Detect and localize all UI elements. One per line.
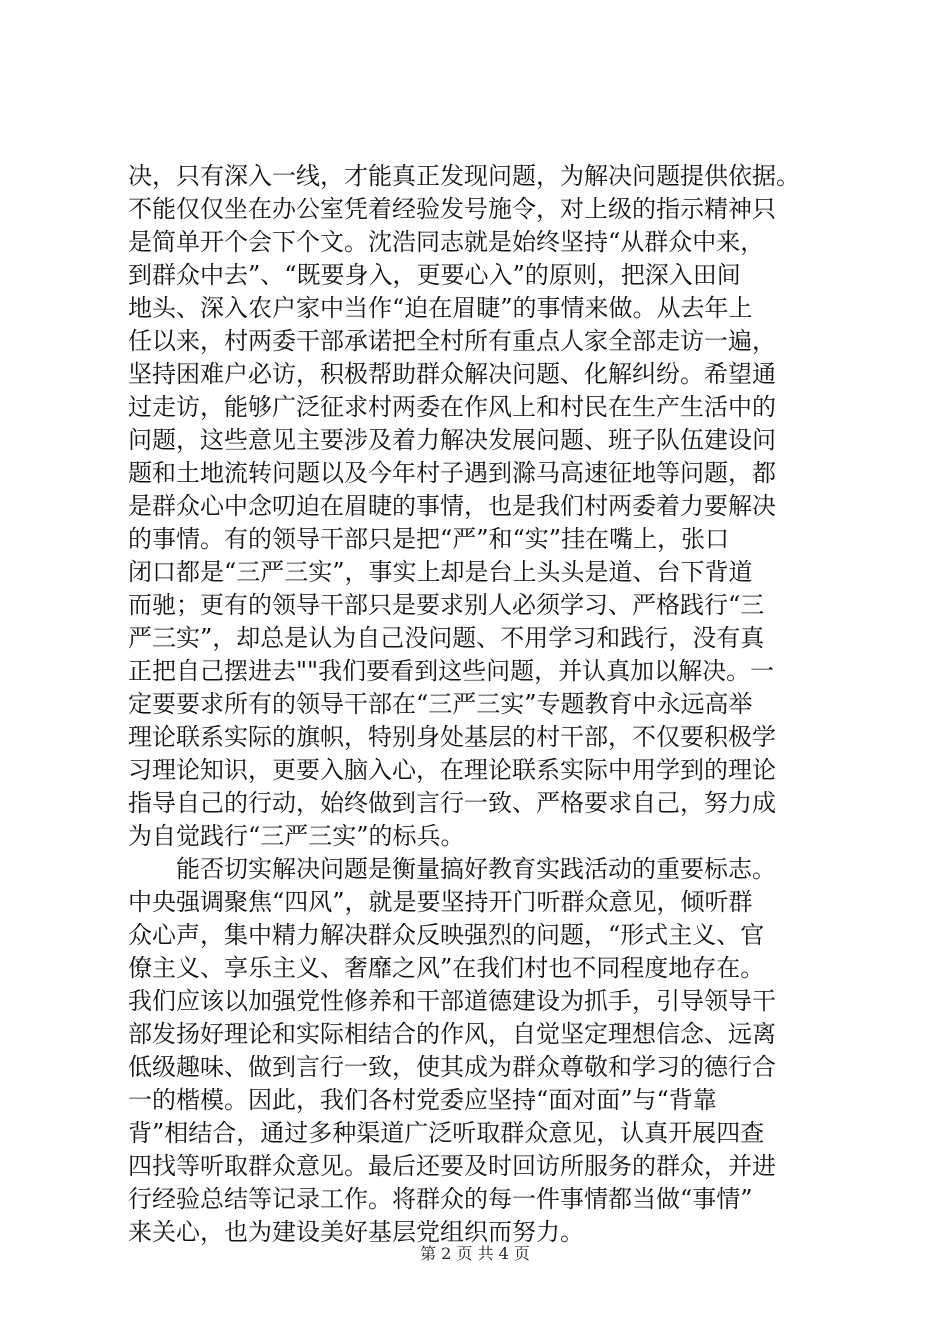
text-line: 习理论知识，更要入脑入心，在理论联系实际中用学到的理论 [128,756,776,784]
text-line: 四找等听取群众意见。最后还要及时回访所服务的群众，并进 [128,1152,776,1180]
text-line: 决，只有深入一线，才能真正发现问题，为解决问题提供依据。 [128,162,800,190]
text-line: 而驰；更有的领导干部只是要求别人必须学习、严格践行“三 [128,591,765,619]
text-line: 我们应该以加强党性修养和干部道德建设为抓手，引导领导干 [128,987,776,1015]
text-line: 闭口都是“三严三实”，事实上却是台上头头是道、台下背道 [128,558,753,586]
text-line: 问题，这些意见主要涉及着力解决发展问题、班子队伍建设问 [128,426,776,454]
document-body [128,160,828,1249]
text-line: 为自觉践行“三严三实”的标兵。 [128,822,465,850]
text-line: 是简单开个会下个文。沈浩同志就是始终坚持“从群众中来， [128,228,765,256]
text-line: 部发扬好理论和实际相结合的作风，自觉坚定理想信念、远离 [128,1020,776,1048]
text-line: 定要要求所有的领导干部在“三严三实”专题教育中永远高举 [128,690,753,718]
text-line: 正把自己摆进去""我们要看到这些问题，并认真加以解决。一 [128,657,775,685]
text-line: 不能仅仅坐在办公室凭着经验发号施令，对上级的指示精神只 [128,195,776,223]
page-number-label: 第 2 页 共 4 页 [420,1244,530,1263]
text-line: 理论联系实际的旗帜，特别身处基层的村干部，不仅要积极学 [128,723,776,751]
paragraph-start-line: 能否切实解决问题是衡量搞好教育实践活动的重要标志。 [128,855,776,883]
text-line: 中央强调聚焦“四风”，就是要坚持开门听群众意见，倾听群 [128,888,753,916]
page-footer [0,1244,950,1264]
text-line: 任以来，村两委干部承诺把全村所有重点人家全部走访一遍， [128,327,776,355]
text-line: 过走访，能够广泛征求村两委在作风上和村民在生产生活中的 [128,393,776,421]
text-line: 是群众心中念叨迫在眉睫的事情，也是我们村两委着力要解决 [128,492,776,520]
text-line: 众心声，集中精力解决群众反映强烈的问题，“形式主义、官 [128,921,765,949]
text-line: 坚持困难户必访，积极帮助群众解决问题、化解纠纷。希望通 [128,360,776,388]
text-line: 一的楷模。因此，我们各村党委应坚持“面对面”与“背靠 [128,1086,717,1114]
text-line: 题和土地流转问题以及今年村子遇到滁马高速征地等问题，都 [128,459,776,487]
text-line: 到群众中去”、“既要身入，更要心入”的原则，把深入田间 [128,261,741,289]
text-line: 行经验总结等记录工作。将群众的每一件事情都当做“事情” [128,1185,753,1213]
text-line: 指导自己的行动，始终做到言行一致、严格要求自己，努力成 [128,789,776,817]
text-line: 的事情。有的领导干部只是把“严”和“实”挂在嘴上，张口 [128,525,730,553]
text-line: 背”相结合，通过多种渠道广泛听取群众意见，认真开展四查 [128,1119,765,1147]
text-line: 地头、深入农户家中当作“迫在眉睫”的事情来做。从去年上 [128,294,753,322]
text-line: 严三实”，却总是认为自己没问题、不用学习和践行，没有真 [128,624,765,652]
text-line: 来关心，也为建设美好基层党组织而努力。 [128,1218,584,1246]
text-line: 低级趣味、做到言行一致，使其成为群众尊敬和学习的德行合 [128,1053,776,1081]
text-line: 僚主义、享乐主义、奢靡之风”在我们村也不同程度地存在。 [128,954,765,982]
